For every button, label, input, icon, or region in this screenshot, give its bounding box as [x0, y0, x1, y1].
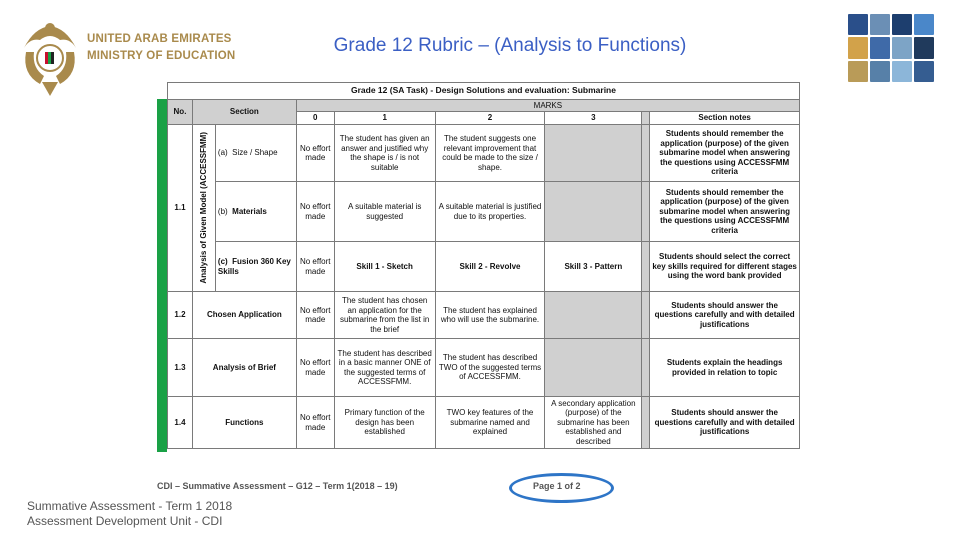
mark-2-cell: A suitable material is justified due to its properties. [435, 182, 545, 242]
footer-line1: Summative Assessment - Term 1 2018 [27, 499, 233, 513]
table-row [168, 292, 800, 339]
slide-title: Grade 12 Rubric – (Analysis to Functions) [333, 35, 687, 56]
mark-2-cell: Skill 2 - Revolve [435, 242, 545, 292]
footer-line2: Assessment Development Unit - CDI [27, 514, 223, 528]
page-number: Page 1 of 2 [533, 481, 581, 491]
mark-0-cell: No effort made [296, 339, 334, 397]
mark-1-cell: A suitable material is suggested [334, 182, 435, 242]
mark-2-cell: The student has described TWO of the suggested terms of ACCESSFMM. [435, 339, 545, 397]
mark-3-cell [545, 125, 642, 182]
mark-1-cell: Primary function of the design has been established [334, 397, 435, 449]
section-note: Students should answer the questions carefully and with detailed justifications [650, 397, 800, 449]
green-margin-bar [157, 99, 167, 452]
rubric-document [157, 82, 800, 452]
row-number: 1.4 [168, 397, 193, 449]
table-row [168, 125, 800, 182]
document-footer: CDI – Summative Assessment – G12 – Term 1(2018 – 19) [157, 481, 398, 491]
mark-1-cell: The student has chosen an application for the submarine from the list in the brief [334, 292, 435, 339]
mark-0-cell: No effort made [296, 125, 334, 182]
rubric-title: Grade 12 (SA Task) - Design Solutions and evaluation: Submarine [168, 83, 800, 100]
mark-1-cell: The student has given an answer and justified why the shape is / is not suitable [334, 125, 435, 182]
mark-2-cell: The student has explained who will use the submarine. [435, 292, 545, 339]
table-row [168, 397, 800, 449]
section-notes-header: Section notes [650, 112, 800, 125]
uae-emblem-icon [20, 18, 80, 98]
ministry-name [87, 31, 235, 65]
marks-header: MARKS [296, 100, 799, 112]
mark-2-cell: TWO key features of the submarine named and explained [435, 397, 545, 449]
rubric-table [167, 82, 800, 449]
mark-1-header: 1 [334, 112, 435, 125]
mark-3-cell: Skill 3 - Pattern [545, 242, 642, 292]
section-name: Chosen Application [192, 292, 296, 339]
mark-3-cell: A secondary application (purpose) of the submarine has been established and described [545, 397, 642, 449]
section-name: (b) Materials [215, 182, 296, 242]
ministry-line2: MINISTRY OF EDUCATION [87, 50, 236, 62]
slide-footer [27, 499, 232, 529]
photo-collage-icon [848, 14, 934, 82]
section-name: Analysis of Brief [192, 339, 296, 397]
section-note: Students should remember the application (purpose) of the given submarine model when answering the questions using ACCESSFMM criteria [650, 182, 800, 242]
section-name: Functions [192, 397, 296, 449]
group-label: Analysis of Given Model (ACCESSFMM) [199, 132, 209, 284]
row-number: 1.1 [168, 125, 193, 292]
mark-3-cell [545, 182, 642, 242]
row-number: 1.3 [168, 339, 193, 397]
mark-2-header: 2 [435, 112, 545, 125]
mark-0-cell: No effort made [296, 397, 334, 449]
col-header-section: Section [192, 100, 296, 125]
row-number: 1.2 [168, 292, 193, 339]
section-note: Students should answer the questions carefully and with detailed justifications [650, 292, 800, 339]
section-note: Students should remember the application (purpose) of the given submarine model when answering the questions using ACCESSFMM criteria [650, 125, 800, 182]
section-note: Students explain the headings provided in relation to topic [650, 339, 800, 397]
section-name: (a) Size / Shape [215, 125, 296, 182]
group-label-cell [192, 125, 215, 292]
mark-3-header: 3 [545, 112, 642, 125]
mark-3-cell [545, 292, 642, 339]
mark-2-cell: The student suggests one relevant improvement that could be made to the size / shape. [435, 125, 545, 182]
table-row [168, 182, 800, 242]
section-note: Students should select the correct key skills required for different stages using the word bank provided [650, 242, 800, 292]
mark-0-cell: No effort made [296, 292, 334, 339]
table-row [168, 339, 800, 397]
mark-1-cell: The student has described in a basic manner ONE of the suggested terms of ACCESSFMM. [334, 339, 435, 397]
mark-0-header: 0 [296, 112, 334, 125]
mark-0-cell: No effort made [296, 242, 334, 292]
col-header-no: No. [168, 100, 193, 125]
mark-0-cell: No effort made [296, 182, 334, 242]
mark-1-cell: Skill 1 - Sketch [334, 242, 435, 292]
table-row [168, 242, 800, 292]
page-highlight-ellipse [509, 473, 614, 503]
section-name: (c) Fusion 360 Key Skills [215, 242, 296, 292]
mark-3-cell [545, 339, 642, 397]
ministry-line1: UNITED ARAB EMIRATES [87, 33, 232, 45]
